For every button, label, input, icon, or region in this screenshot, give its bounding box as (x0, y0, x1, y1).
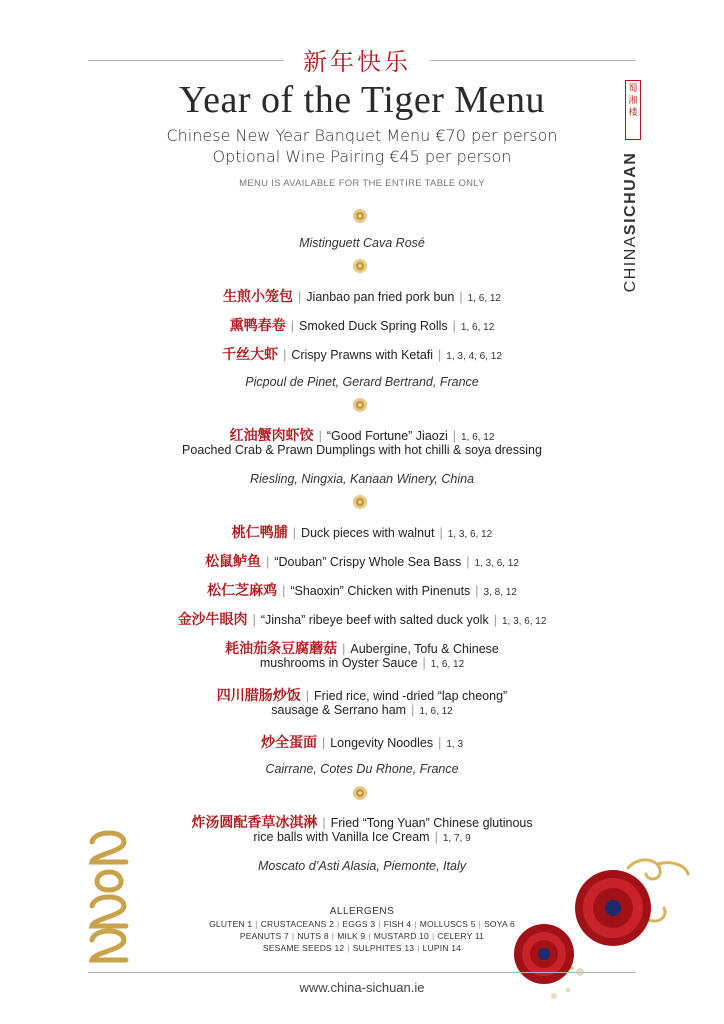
flower-divider-icon (352, 397, 368, 413)
dish-allergens: 1, 6, 12 (461, 432, 495, 443)
dish-chinese-name: 千丝大虾 (222, 347, 279, 363)
dish-name: Crispy Prawns with Ketafi (291, 348, 434, 362)
wine-pairing: Cairrane, Cotes Du Rhone, France (265, 762, 459, 776)
dish-name: “Good Fortune” Jiaozi (326, 429, 448, 443)
dish-allergens: 1, 6, 12 (430, 659, 465, 670)
dish-chinese-name: 耗油茄条豆腐蘑菇 (225, 641, 338, 657)
menu-item: 四川腊肠炒饭 | Fried rice, wind -dried “lap cheong” (216, 688, 508, 704)
dish-allergens: 1, 3, 6, 12 (447, 529, 493, 540)
allergens-title: ALLERGENS (329, 906, 395, 917)
dish-name: “Jinsha” ribeye beef with salted duck yolk (260, 613, 489, 627)
top-rule-right (430, 60, 636, 61)
menu-item-continued: mushrooms in Oyster Sauce | 1, 6, 12 (259, 656, 465, 670)
menu-item: 生煎小笼包 | Jianbao pan fried pork bun | 1, 6, 12 (223, 289, 501, 305)
wine-pairing: Riesling, Ningxia, Kanaan Winery, China (249, 472, 475, 486)
allergen: EGGS 3 (342, 919, 376, 929)
allergen: PEANUTS 7 (239, 931, 289, 941)
side-brand (618, 80, 648, 300)
dish-chinese-name: 四川腊肠炒饭 (216, 688, 301, 704)
dish-chinese-name: 松仁芝麻鸡 (207, 583, 278, 599)
dish-allergens: 1, 6, 12 (460, 322, 495, 333)
dish-allergens: 1, 3 (446, 739, 464, 750)
menu-item-continued: sausage & Serrano ham | 1, 6, 12 (271, 703, 453, 717)
brand-name-light: CHINA (622, 235, 639, 293)
dish-allergens: 3, 8, 12 (483, 587, 517, 598)
dish-chinese-name: 红油蟹肉虾饺 (229, 428, 314, 444)
dish-name: “Douban” Crispy Whole Sea Bass (274, 555, 462, 569)
wine-pairing-price: Optional Wine Pairing €45 per person (212, 147, 512, 166)
allergen: GLUTEN 1 (209, 919, 253, 929)
top-rule-left (88, 60, 284, 61)
brand-logo (622, 144, 646, 300)
menu-item: 千丝大虾 | Crispy Prawns with Ketafi | 1, 3, 4, 6, 12 (222, 347, 502, 363)
menu-item: 耗油茄条豆腐蘑菇 | Aubergine, Tofu & Chinese (225, 641, 499, 657)
wine-pairing: Mistinguett Cava Rosé (299, 236, 425, 250)
dish-name: Fried rice, wind -dried “lap cheong” (314, 689, 508, 703)
dish-chinese-name: 生煎小笼包 (223, 289, 294, 305)
dish-description: Poached Crab & Prawn Dumplings with hot chilli & soya dressing (182, 443, 542, 457)
bottom-rule (88, 972, 636, 973)
dish-chinese-name: 炒全蛋面 (260, 735, 317, 751)
allergen-row: SESAME SEEDS 12 | SULPHITES 13 | LUPIN 14 (262, 943, 462, 953)
dish-chinese-name: 桃仁鸭脯 (231, 525, 288, 541)
dish-chinese-name: 松鼠鲈鱼 (205, 554, 262, 570)
dish-allergens: 1, 6, 12 (467, 293, 501, 304)
dish-chinese-name: 熏鸭春卷 (229, 318, 286, 334)
dish-name-continued: mushrooms in Oyster Sauce (259, 656, 418, 670)
dish-allergens: 1, 3, 6, 12 (474, 558, 519, 569)
menu-item: 炒全蛋面 | Longevity Noodles | 1, 3 (260, 735, 464, 751)
menu-item: 松鼠鲈鱼 | “Douban” Crispy Whole Sea Bass | 1, 3, 6, 12 (205, 554, 519, 570)
dish-name: Fried “Tong Yuan” Chinese glutinous (330, 816, 533, 830)
menu-item: 熏鸭春卷 | Smoked Duck Spring Rolls | 1, 6, 12 (229, 318, 495, 334)
dish-name-continued: sausage & Serrano ham (271, 703, 407, 717)
table-note: MENU IS AVAILABLE FOR THE ENTIRE TABLE ONLY (239, 178, 485, 189)
dish-name: Jianbao pan fried pork bun (306, 290, 455, 304)
dish-allergens: 1, 3, 6, 12 (501, 616, 547, 627)
dish-chinese-name: 金沙牛眼肉 (177, 612, 248, 628)
dish-allergens: 1, 7, 9 (442, 833, 471, 844)
chinese-new-year-greeting: 新年快乐 (303, 48, 411, 76)
dish-chinese-name: 炸汤圆配香草冰淇淋 (191, 815, 318, 831)
menu-item: 炸汤圆配香草冰淇淋 | Fried “Tong Yuan” Chinese glutinous (191, 815, 533, 831)
page-title: Year of the Tiger Menu (178, 79, 546, 121)
dish-name-continued: rice balls with Vanilla Ice Cream (253, 830, 430, 844)
dish-name: Smoked Duck Spring Rolls (298, 319, 448, 333)
allergen: MOLLUSCS 5 (419, 919, 476, 929)
wine-pairing: Moscato d’Asti Alasia, Piemonte, Italy (258, 859, 466, 873)
allergen: SESAME SEEDS 12 (262, 943, 345, 953)
allergen: MILK 9 (337, 931, 366, 941)
dish-name: Duck pieces with walnut (301, 526, 435, 540)
allergen: CRUSTACEANS 2 (260, 919, 334, 929)
brand-seal: 蜀湘楼 (625, 80, 641, 140)
year-2022-ornament-icon (84, 828, 134, 968)
allergen: LUPIN 14 (422, 943, 462, 953)
allergen-row: PEANUTS 7 | NUTS 8 | MILK 9 | MUSTARD 10 | CELERY 11 (239, 931, 485, 941)
allergen: NUTS 8 (297, 931, 329, 941)
brand-name-bold: SICHUAN (622, 151, 639, 236)
dish-name: “Shaoxin” Chicken with Pinenuts (290, 584, 471, 598)
flower-divider-icon (352, 494, 368, 510)
wine-pairing: Picpoul de Pinet, Gerard Bertrand, France (245, 375, 479, 389)
dish-allergens: 1, 3, 4, 6, 12 (446, 351, 502, 362)
allergen: CELERY 11 (437, 931, 485, 941)
flower-divider-icon (352, 258, 368, 274)
allergen: FISH 4 (383, 919, 412, 929)
menu-item-continued: rice balls with Vanilla Ice Cream | 1, 7, 9 (253, 830, 471, 844)
banquet-price: Chinese New Year Banquet Menu €70 per person (166, 126, 558, 145)
dish-name: Aubergine, Tofu & Chinese (350, 642, 499, 656)
menu-item: 桃仁鸭脯 | Duck pieces with walnut | 1, 3, 6, 12 (231, 525, 493, 541)
dish-allergens: 1, 6, 12 (419, 706, 453, 717)
menu-item: 松仁芝麻鸡 | “Shaoxin” Chicken with Pinenuts | 3, 8, 12 (207, 583, 517, 599)
allergen: SULPHITES 13 (352, 943, 415, 953)
menu-item: 红油蟹肉虾饺 | “Good Fortune” Jiaozi | 1, 6, 12 (229, 428, 495, 444)
website-link[interactable]: www.china-sichuan.ie (299, 980, 425, 995)
dish-name: Longevity Noodles (330, 736, 434, 750)
flower-divider-icon (352, 785, 368, 801)
allergen: MUSTARD 10 (373, 931, 429, 941)
menu-item: 金沙牛眼肉 | “Jinsha” ribeye beef with salted duck yolk | 1, 3, 6, 12 (177, 612, 547, 628)
flower-divider-icon (352, 208, 368, 224)
allergen: SOYA 6 (484, 919, 515, 929)
allergen-row: GLUTEN 1 | CRUSTACEANS 2 | EGGS 3 | FISH 4 | MOLLUSCS 5 | SOYA 6 (209, 919, 515, 929)
